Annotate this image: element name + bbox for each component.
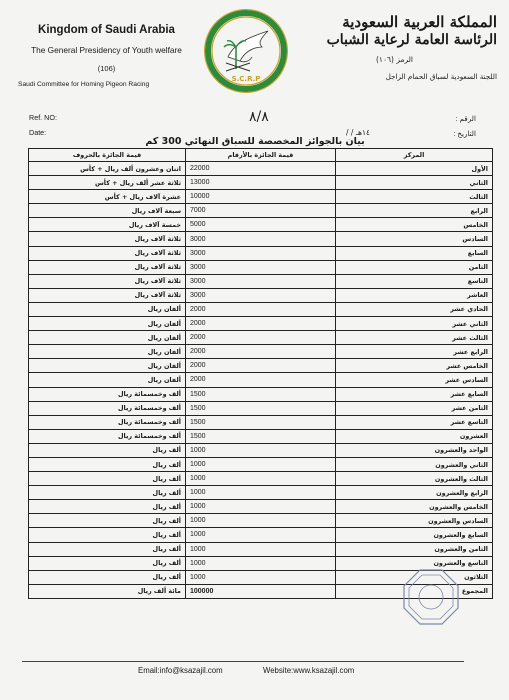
amount-digits-cell: 1500: [186, 415, 336, 429]
amount-digits-cell: 7000: [186, 204, 336, 218]
header-amount-words: قيمة الجائزة بالحروف: [29, 149, 186, 162]
amount-words-cell: ثلاثة عشر ألف ريال + كأس: [29, 176, 186, 190]
rank-cell: التاسع عشر: [336, 415, 493, 429]
table-row: [29, 429, 493, 443]
amount-digits-cell: 1500: [186, 387, 336, 401]
rank-cell: الثاني عشر: [336, 317, 493, 331]
rank-cell: السادس عشر: [336, 373, 493, 387]
presidency-title-ar: الرئاسة العامة لرعاية الشباب: [326, 32, 497, 48]
table-row: [29, 204, 493, 218]
table-header-row: [29, 149, 493, 162]
amount-digits-cell: 1000: [186, 472, 336, 486]
table-row: [29, 443, 493, 457]
amount-words-cell: عشرة آلاف ريال + كأس: [29, 190, 186, 204]
committee-title-en: Saudi Committee for Homing Pigeon Racing: [18, 81, 150, 88]
rank-cell: الثاني: [336, 176, 493, 190]
amount-digits-cell: 2000: [186, 317, 336, 331]
table-row: [29, 162, 493, 176]
amount-words-cell: ألف ريال: [29, 457, 186, 471]
amount-digits-cell: 5000: [186, 218, 336, 232]
table-row: [29, 401, 493, 415]
footer-website: Website:www.ksazajil.com: [263, 666, 355, 675]
rank-cell: الثامن والعشرون: [336, 542, 493, 556]
footer-divider: [22, 661, 464, 662]
header-amount-digits: قيمة الجائزة بالأرقام: [186, 149, 336, 162]
rank-cell: الثامن: [336, 260, 493, 274]
amount-words-cell: ألف ريال: [29, 528, 186, 542]
amount-digits-cell: 2000: [186, 331, 336, 345]
date-label-ar: التاريخ :: [453, 129, 476, 138]
rank-cell: الثالث والعشرون: [336, 472, 493, 486]
amount-digits-cell: 3000: [186, 232, 336, 246]
official-stamp: [402, 568, 460, 626]
code-en: (106): [97, 64, 116, 73]
amount-digits-cell: 2000: [186, 302, 336, 316]
rank-cell: الرابع والعشرون: [336, 486, 493, 500]
rank-cell: الخامس والعشرون: [336, 500, 493, 514]
amount-words-cell: ألفان ريال: [29, 331, 186, 345]
total-label-cell: المجموع: [336, 584, 493, 598]
amount-words-cell: ألف وخمسمائة ريال: [29, 415, 186, 429]
table-row: [29, 317, 493, 331]
amount-words-cell: ثلاثة آلاف ريال: [29, 260, 186, 274]
document-title: بيان بالجوائز المخصصة للسباق النهائي 300 كم: [145, 136, 365, 147]
amount-words-cell: ألفان ريال: [29, 359, 186, 373]
amount-digits-cell: 13000: [186, 176, 336, 190]
arabic-letterhead: [292, 14, 497, 81]
rank-cell: السادس والعشرون: [336, 514, 493, 528]
table-row: [29, 528, 493, 542]
code-ar: الرمز (١٠٦): [375, 55, 413, 64]
amount-words-cell: ثلاثة آلاف ريال: [29, 246, 186, 260]
table-row: [29, 457, 493, 471]
amount-words-cell: ألفان ريال: [29, 302, 186, 316]
amount-words-cell: ألفان ريال: [29, 317, 186, 331]
rank-cell: الثامن عشر: [336, 401, 493, 415]
amount-digits-cell: 3000: [186, 288, 336, 302]
rank-cell: العشرون: [336, 429, 493, 443]
amount-digits-cell: 2000: [186, 359, 336, 373]
table-row: [29, 415, 493, 429]
table-row: [29, 260, 493, 274]
amount-digits-cell: 1500: [186, 429, 336, 443]
amount-words-cell: ألفان ريال: [29, 345, 186, 359]
prize-table: [28, 148, 493, 599]
date-value-ar: / / ١٤هـ: [346, 128, 371, 137]
amount-digits-cell: 1000: [186, 457, 336, 471]
total-amount-cell: 100000: [186, 584, 336, 598]
logo-text: S.C.R.P: [231, 75, 261, 83]
handwritten-ref-number: ٨/٨: [249, 109, 269, 125]
amount-digits-cell: 1500: [186, 401, 336, 415]
amount-words-cell: ألف وخمسمائة ريال: [29, 401, 186, 415]
amount-digits-cell: 1000: [186, 542, 336, 556]
rank-cell: الواحد والعشرون: [336, 443, 493, 457]
amount-words-cell: خمسة آلاف ريال: [29, 218, 186, 232]
amount-words-cell: ألف وخمسمائة ريال: [29, 387, 186, 401]
ref-label: Ref. NO:: [29, 113, 57, 122]
amount-digits-cell: 1000: [186, 443, 336, 457]
rank-cell: الأول: [336, 162, 493, 176]
table-row: [29, 345, 493, 359]
amount-words-cell: ألف ريال: [29, 542, 186, 556]
table-row: [29, 302, 493, 316]
rank-cell: الثالث: [336, 190, 493, 204]
kingdom-title-en: Kingdom of Saudi Arabia: [38, 24, 175, 36]
amount-words-cell: ألف وخمسمائة ريال: [29, 429, 186, 443]
rank-cell: الخامس: [336, 218, 493, 232]
amount-digits-cell: 2000: [186, 345, 336, 359]
table-row: [29, 176, 493, 190]
rank-cell: الرابع عشر: [336, 345, 493, 359]
ref-label-ar: الرقم :: [455, 114, 476, 123]
amount-words-cell: ألف ريال: [29, 500, 186, 514]
date-label: Date:: [29, 128, 47, 137]
table-row: [29, 514, 493, 528]
amount-digits-cell: 22000: [186, 162, 336, 176]
presidency-title-en: The General Presidency of Youth welfare: [31, 45, 182, 55]
amount-digits-cell: 1000: [186, 514, 336, 528]
amount-words-cell: سبعة آلاف ريال: [29, 204, 186, 218]
amount-words-cell: ألف ريال: [29, 443, 186, 457]
rank-cell: السابع والعشرون: [336, 528, 493, 542]
rank-cell: السابع عشر: [336, 387, 493, 401]
english-letterhead: [14, 24, 199, 88]
amount-words-cell: ثلاثة آلاف ريال: [29, 232, 186, 246]
header-rank: المركز: [336, 149, 493, 162]
amount-words-cell: اثنان وعشرون ألف ريال + كأس: [29, 162, 186, 176]
table-row: [29, 218, 493, 232]
table-row: [29, 472, 493, 486]
rank-cell: الخامس عشر: [336, 359, 493, 373]
rank-cell: الثلاثون: [336, 570, 493, 584]
table-row: [29, 359, 493, 373]
table-row: [29, 387, 493, 401]
table-row: [29, 500, 493, 514]
rank-cell: الرابع: [336, 204, 493, 218]
amount-digits-cell: 10000: [186, 190, 336, 204]
amount-digits-cell: 1000: [186, 556, 336, 570]
table-row: [29, 486, 493, 500]
rank-cell: السادس: [336, 232, 493, 246]
amount-words-cell: ألف ريال: [29, 570, 186, 584]
amount-words-cell: ألف ريال: [29, 472, 186, 486]
rank-cell: الحادي عشر: [336, 302, 493, 316]
rank-cell: التاسع: [336, 274, 493, 288]
kingdom-title-ar: المملكة العربية السعودية: [342, 13, 497, 31]
rank-cell: التاسع والعشرون: [336, 556, 493, 570]
table-row: [29, 246, 493, 260]
total-words-cell: مائة ألف ريال: [29, 584, 186, 598]
table-row: [29, 331, 493, 345]
footer-email: Email:info@ksazajil.com: [138, 666, 223, 675]
amount-words-cell: ألفان ريال: [29, 373, 186, 387]
table-row: [29, 232, 493, 246]
table-row: [29, 274, 493, 288]
amount-words-cell: ثلاثة آلاف ريال: [29, 274, 186, 288]
table-row: [29, 288, 493, 302]
committee-title-ar: اللجنة السعودية لسباق الحمام الزاجل: [385, 72, 497, 81]
amount-words-cell: ثلاثة آلاف ريال: [29, 288, 186, 302]
amount-digits-cell: 1000: [186, 528, 336, 542]
amount-digits-cell: 1000: [186, 570, 336, 584]
rank-cell: الثالث عشر: [336, 331, 493, 345]
amount-digits-cell: 2000: [186, 373, 336, 387]
rank-cell: السابع: [336, 246, 493, 260]
amount-digits-cell: 1000: [186, 486, 336, 500]
amount-words-cell: ألف ريال: [29, 556, 186, 570]
table-row: [29, 373, 493, 387]
amount-digits-cell: 3000: [186, 274, 336, 288]
amount-digits-cell: 3000: [186, 260, 336, 274]
table-row: [29, 542, 493, 556]
table-row: [29, 190, 493, 204]
amount-words-cell: ألف ريال: [29, 514, 186, 528]
amount-words-cell: ألف ريال: [29, 486, 186, 500]
rank-cell: العاشر: [336, 288, 493, 302]
amount-digits-cell: 3000: [186, 246, 336, 260]
amount-digits-cell: 1000: [186, 500, 336, 514]
rank-cell: الثاني والعشرون: [336, 457, 493, 471]
scrp-logo: [200, 7, 292, 99]
